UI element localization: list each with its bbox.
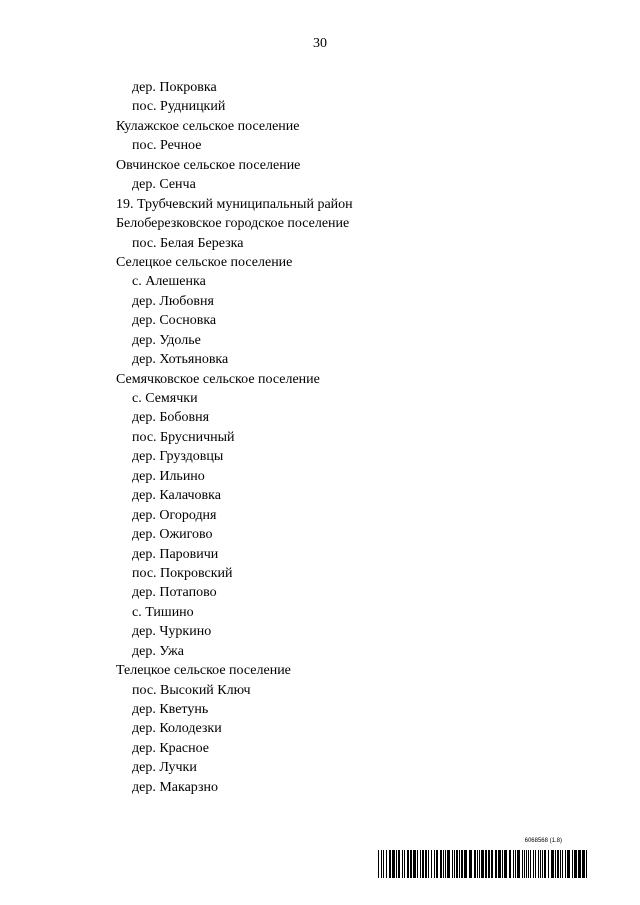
barcode (378, 838, 590, 882)
settlement-entry: дер. Любовня (132, 293, 214, 309)
settlement-entry: дер. Макарзно (132, 779, 218, 795)
heading-entry: Кулажское сельское поселение (116, 118, 300, 134)
settlement-entry: дер. Удолье (132, 332, 201, 348)
heading-entry: Овчинское сельское поселение (116, 157, 301, 173)
settlement-entry: пос. Покровский (132, 565, 233, 581)
settlement-entry: дер. Покровка (132, 80, 217, 95)
settlement-entry: с. Тишино (132, 604, 194, 620)
settlement-entry: дер. Ильино (132, 468, 205, 484)
settlement-entry: дер. Чуркино (132, 624, 212, 640)
heading-entry: Телецкое сельское поселение (116, 663, 291, 679)
settlement-entry: дер. Калачовка (132, 488, 221, 504)
settlement-entry: пос. Рудницкий (132, 99, 226, 115)
settlement-entry: дер. Потапово (132, 585, 217, 601)
settlement-entry: дер. Ожигово (132, 527, 213, 543)
settlement-list (116, 78, 353, 797)
barcode-bars (378, 850, 590, 878)
settlement-entry: пос. Белая Березка (132, 235, 244, 251)
settlement-entry: дер. Бобовня (132, 410, 210, 426)
settlement-entry: пос. Речное (132, 138, 202, 154)
heading-entry: 19. Трубчевский муниципальный район (116, 196, 353, 212)
settlement-entry: с. Алешенка (132, 274, 206, 290)
heading-entry: Семячковское сельское поселение (116, 371, 320, 387)
settlement-entry: дер. Красное (132, 740, 209, 756)
settlement-entry: пос. Высокий Ключ (132, 682, 251, 698)
settlement-entry: дер. Кветунь (132, 702, 209, 717)
heading-entry: Селецкое сельское поселение (116, 254, 293, 270)
settlement-entry: дер. Груздовцы (132, 449, 224, 465)
settlement-entry: пос. Брусничный (132, 429, 235, 445)
settlement-entry: дер. Паровичи (132, 546, 219, 562)
settlement-entry: дер. Хотьяновка (132, 352, 229, 368)
heading-entry: Белоберезковское городское поселение (116, 216, 350, 232)
settlement-entry: с. Семячки (132, 391, 198, 406)
barcode-caption: 6068568 (1.8) (524, 838, 562, 844)
settlement-entry: дер. Ужа (132, 643, 184, 659)
page-number: 30 (313, 36, 327, 51)
settlement-entry: дер. Лучки (132, 760, 197, 776)
settlement-entry: дер. Сенча (132, 177, 196, 193)
settlement-entry: дер. Колодезки (132, 721, 222, 737)
settlement-entry: дер. Сосновка (132, 313, 217, 329)
settlement-entry: дер. Огородня (132, 507, 217, 523)
